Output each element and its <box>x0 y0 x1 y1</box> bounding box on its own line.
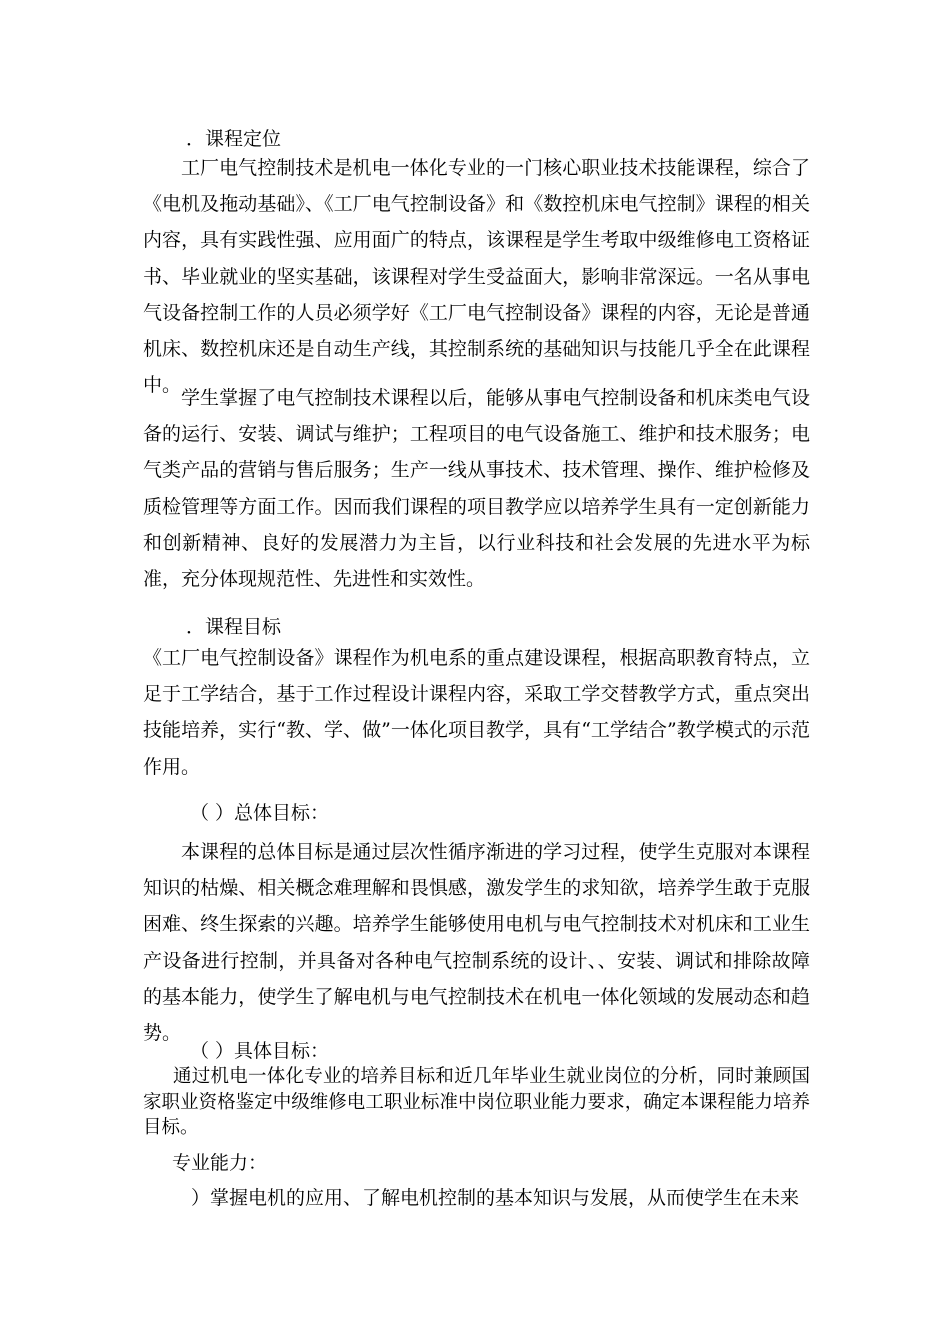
paragraph-specific-goal: 通过机电一体化专业的培养目标和近几年毕业生就业岗位的分析，同时兼顾国家职业资格鉴定中级维修电工职业标准中岗位职业能力要求，确定本课程能力培养目标。 <box>143 1066 810 1138</box>
subheading-professional-ability: 专业能力： <box>172 1152 268 1174</box>
paragraph-course-positioning-1: 工厂电气控制技术是机电一体化专业的一门核心职业技术技能课程，综合了《电机及拖动基础》、《工厂电气控制设备》和《数控机床电气控制》课程的相关内容，具有实践性强、应用面广的特点，该课程是学生考取中级维修电工资格证书、毕业就业的坚实基础，该课程对学生受益面大，影响非常深远。一名从事电气设备控制工作的人员必须学好《工厂电气控制设备》课程的内容，无论是普通机床、数控机床还是自动生产线，其控制系统的基础知识与技能几乎全在此课程中。 <box>143 157 810 397</box>
paragraph-overall-goal: 本课程的总体目标是通过层次性循序渐进的学习过程，使学生克服对本课程知识的枯燥、相关概念难理解和畏惧感，激发学生的求知欲，培养学生敢于克服困难、终生探索的兴趣。培养学生能够使用电机与电气控制技术对机床和工业生产设备进行控制，并具备对各种电气控制系统的设计、、安装、调试和排除故障的基本能力，使学生了解电机与电气控制技术在机电一体化领域的发展动态和趋势。 <box>143 841 810 1045</box>
section-heading-course-positioning: ．课程定位 <box>186 128 282 150</box>
list-item-professional-ability-1: ）掌握电机的应用、了解电机控制的基本知识与发展，从而使学生在未来 <box>191 1187 800 1209</box>
paragraph-course-positioning-2: 学生掌握了电气控制技术课程以后，能够从事电气控制设备和机床类电气设备的运行、安装、调试与维护；工程项目的电气设备施工、维护和技术服务；电气类产品的营销与售后服务；生产一线从事技术、技术管理、操作、维护检修及质检管理等方面工作。因而我们课程的项目教学应以培养学生具有一定创新能力和创新精神、良好的发展潜力为主旨，以行业科技和社会发展的先进水平为标准，充分体现规范性、先进性和实效性。 <box>143 387 810 591</box>
section-heading-course-goals: ．课程目标 <box>186 616 282 638</box>
subheading-overall-goal: （ ）总体目标： <box>190 802 330 824</box>
subheading-specific-goal: （ ）具体目标： <box>190 1040 330 1062</box>
paragraph-course-goals: 《工厂电气控制设备》课程作为机电系的重点建设课程，根据高职教育特点，立足于工学结合，基于工作过程设计课程内容，采取工学交替教学方式，重点突出技能培养，实行“教、学、做”一体化项目教学，具有“工学结合”教学模式的示范作用。 <box>143 647 810 778</box>
